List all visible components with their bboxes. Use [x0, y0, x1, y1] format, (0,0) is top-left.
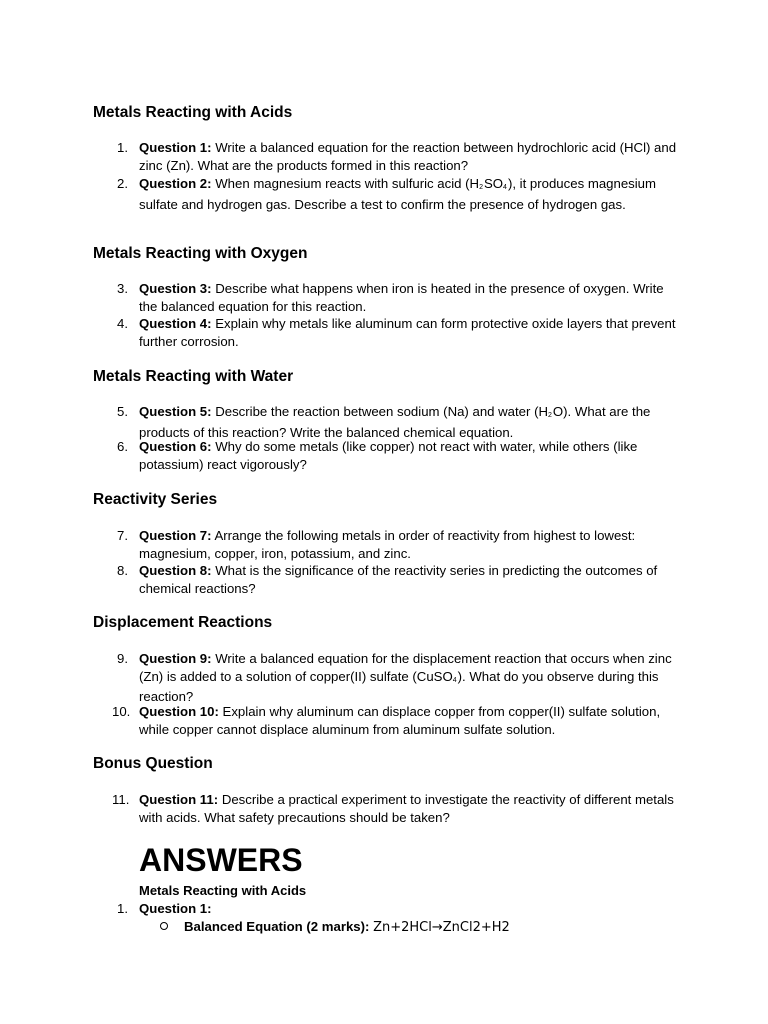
question-number: 5.	[117, 404, 128, 419]
section-heading-acids: Metals Reacting with Acids	[93, 104, 293, 121]
hollow-bullet-icon	[160, 922, 168, 930]
question-number: 2.	[117, 176, 128, 191]
question-text: Why do some metals (like copper) not react with water, while others (like potassium) react vigorously?	[139, 439, 638, 472]
question-text: Explain why aluminum can displace copper from copper(II) sulfate solution, while copper cannot displace aluminum from aluminum sulfate solution.	[139, 704, 661, 737]
question-text: Explain why metals like aluminum can form protective oxide layers that prevent further corrosion.	[139, 316, 676, 349]
subscript: 2	[479, 184, 484, 191]
question-label: Question 9:	[139, 651, 212, 666]
question-label: Question 4:	[139, 316, 212, 331]
answer-label: Balanced Equation (2 marks):	[184, 919, 370, 934]
balanced-equation: Zn+2HCl→ZnCl2+H2	[373, 920, 510, 935]
question-label: Question 10:	[139, 704, 219, 719]
answers-subheading: Metals Reacting with Acids	[139, 883, 307, 898]
answers-title: ANSWERS	[139, 842, 303, 878]
question-text: Describe what happens when iron is heated in the presence of oxygen. Write the balanced equation for this reaction.	[139, 281, 664, 314]
subscript: 4	[503, 184, 508, 191]
section-heading-displacement: Displacement Reactions	[93, 614, 273, 631]
question-number: 1.	[117, 140, 128, 155]
question-label: Question 5:	[139, 404, 212, 419]
section-heading-water: Metals Reacting with Water	[93, 368, 294, 385]
section-heading-oxygen: Metals Reacting with Oxygen	[93, 245, 308, 262]
question-number: 7.	[117, 528, 128, 543]
question-label: Question 2:	[139, 176, 212, 191]
question-text: Describe the reaction between sodium (Na) and water (H	[211, 404, 548, 419]
question-label: Question 6:	[139, 439, 212, 454]
question-label: Question 1:	[139, 901, 212, 916]
section-heading-bonus: Bonus Question	[93, 755, 213, 772]
question-label: Question 3:	[139, 281, 212, 296]
section-heading-reactivity: Reactivity Series	[93, 491, 218, 508]
question-text: Write a balanced equation for the displacement reaction that occurs when zinc (Zn) is added to a solution of copper(II) sulfate (CuSO	[139, 651, 672, 684]
question-text: ). What do you observe during this reaction?	[139, 668, 659, 704]
question-label: Question 7:	[139, 528, 212, 543]
question-number: 1.	[117, 901, 128, 916]
question-text: What is the significance of the reactivity series in predicting the outcomes of chemical reactions?	[139, 563, 658, 596]
question-number: 10.	[112, 704, 131, 719]
answer-bullet	[160, 918, 510, 937]
question-text: ), it produces magnesium sulfate and hydrogen gas. Describe a test to confirm the presence of hydrogen gas.	[139, 176, 656, 212]
question-label: Question 8:	[139, 563, 212, 578]
question-number: 3.	[117, 281, 128, 296]
subscript: 4	[452, 676, 458, 684]
question-label: Question 1:	[139, 140, 212, 155]
question-text: Describe a practical experiment to investigate the reactivity of different metals with acids. What safety precautions should be taken?	[139, 792, 674, 825]
question-text: Arrange the following metals in order of reactivity from highest to lowest: magnesium, copper, iron, potassium, and zinc.	[139, 528, 636, 561]
question-number: 4.	[117, 316, 128, 331]
question-text: O). What are the products of this reaction? Write the balanced chemical equation.	[139, 404, 651, 440]
question-number: 6.	[117, 439, 128, 454]
question-number: 11.	[112, 792, 130, 807]
question-text: Write a balanced equation for the reaction between hydrochloric acid (HCl) and zinc (Zn). What are the products formed in this reaction?	[139, 140, 677, 173]
question-number: 8.	[117, 563, 128, 578]
subscript: 2	[547, 412, 553, 419]
question-text: When magnesium reacts with sulfuric acid (H	[211, 176, 480, 191]
question-text: SO	[483, 176, 504, 191]
question-label: Question 11:	[139, 792, 219, 807]
question-number: 9.	[117, 651, 128, 666]
